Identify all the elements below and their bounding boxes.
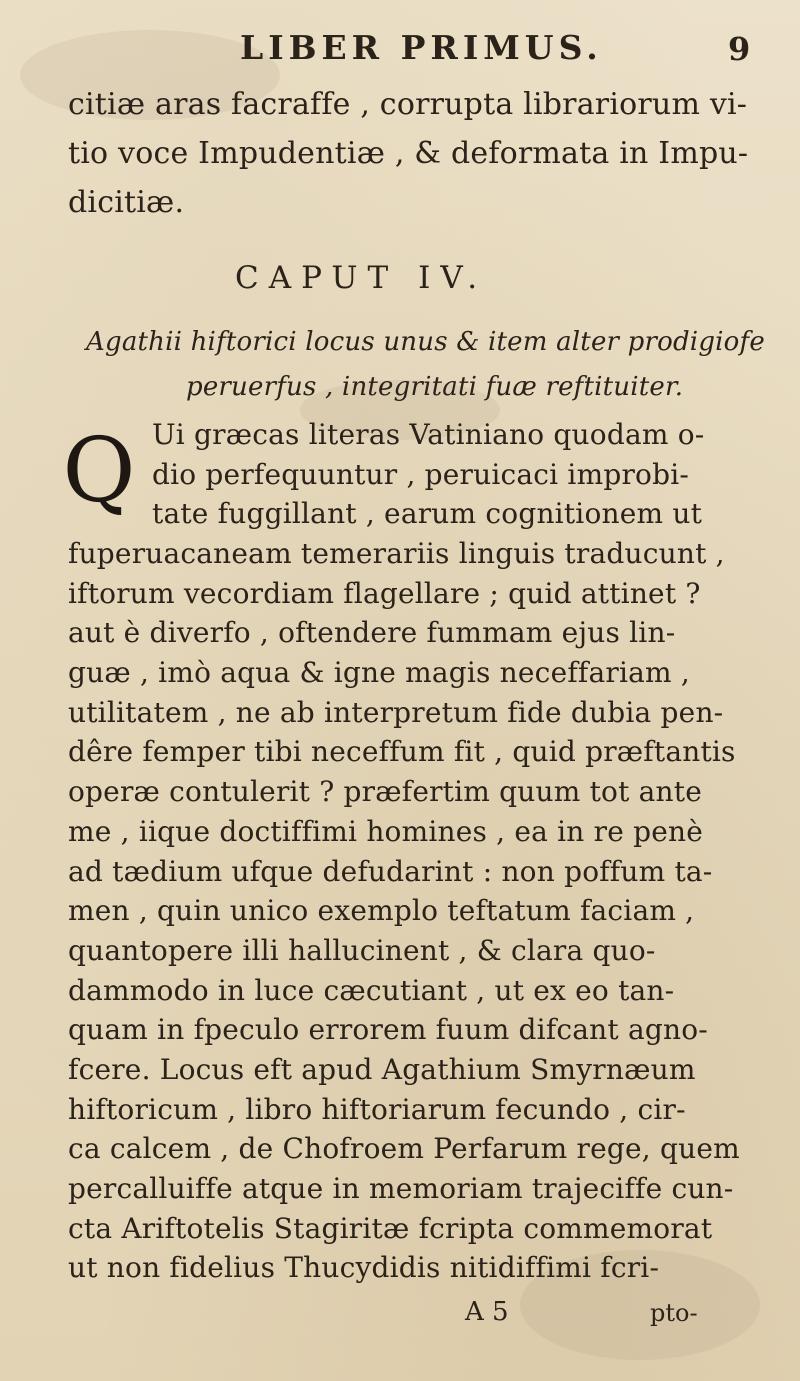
body-line: dêre femper tibi neceffum fit , quid præftantis (68, 735, 736, 768)
page-number: 9 (728, 30, 751, 68)
body-line: Ui græcas literas Vatiniano quodam o- (152, 418, 705, 451)
body-line: quantopere illi hallucinent , & clara quo- (68, 934, 656, 967)
body-line: ad tædium ufque defudarint : non poffum ta- (68, 855, 713, 888)
continuation-line: tio voce Impudentiæ , & deformata in Impu- (68, 136, 749, 171)
body-line: dammodo in luce cæcutiant , ut ex eo tan- (68, 974, 675, 1007)
signature-mark: A 5 (465, 1297, 509, 1327)
chapter-summary-line: Agathii hiftorici locus unus & item alter prodigiofe (86, 327, 765, 357)
body-line: men , quin unico exemplo teftatum faciam , (68, 894, 695, 927)
body-line: ca calcem , de Chofroem Perfarum rege, quem (68, 1132, 740, 1165)
running-head: LIBER PRIMUS. (240, 28, 603, 67)
body-line: cta Ariftotelis Stagiritæ fcripta commemorat (68, 1212, 713, 1245)
body-line: percalluiffe atque in memoriam trajeciffe cun- (68, 1172, 734, 1205)
body-line: dio perfequuntur , peruicaci improbi- (152, 458, 690, 491)
chapter-summary-line: peruerfus , integritati fuæ reftituiter. (186, 372, 684, 402)
body-line: hiftoricum , libro hiftoriarum fecundo , cir- (68, 1093, 686, 1126)
catchword: pto- (650, 1299, 698, 1327)
body-line: me , iique doctiffimi homines , ea in re penè (68, 815, 703, 848)
body-line: guæ , imò aqua & igne magis neceffariam , (68, 656, 690, 689)
body-line: fuperuacaneam temerariis linguis traducunt , (68, 537, 725, 570)
body-line: iftorum vecordiam flagellare ; quid attinet ? (68, 577, 701, 610)
body-line: operæ contulerit ? præfertim quum tot ante (68, 775, 702, 808)
body-line: quam in fpeculo errorem fuum difcant agno- (68, 1013, 708, 1046)
body-line: aut è diverfo , oftendere fummam ejus lin- (68, 616, 676, 649)
continuation-line: citiæ aras facraffe , corrupta librariorum vi- (68, 87, 748, 122)
body-line: fcere. Locus eft apud Agathium Smyrnæum (68, 1053, 696, 1086)
body-line: ut non fidelius Thucydidis nitidiffimi fcri- (68, 1251, 660, 1284)
body-line: utilitatem , ne ab interpretum fide dubia pen- (68, 696, 724, 729)
chapter-heading: CAPUT IV. (235, 260, 488, 296)
body-line: tate fuggillant , earum cognitionem ut (152, 497, 703, 530)
continuation-line: dicitiæ. (68, 185, 185, 220)
drop-cap: Q (62, 418, 136, 522)
